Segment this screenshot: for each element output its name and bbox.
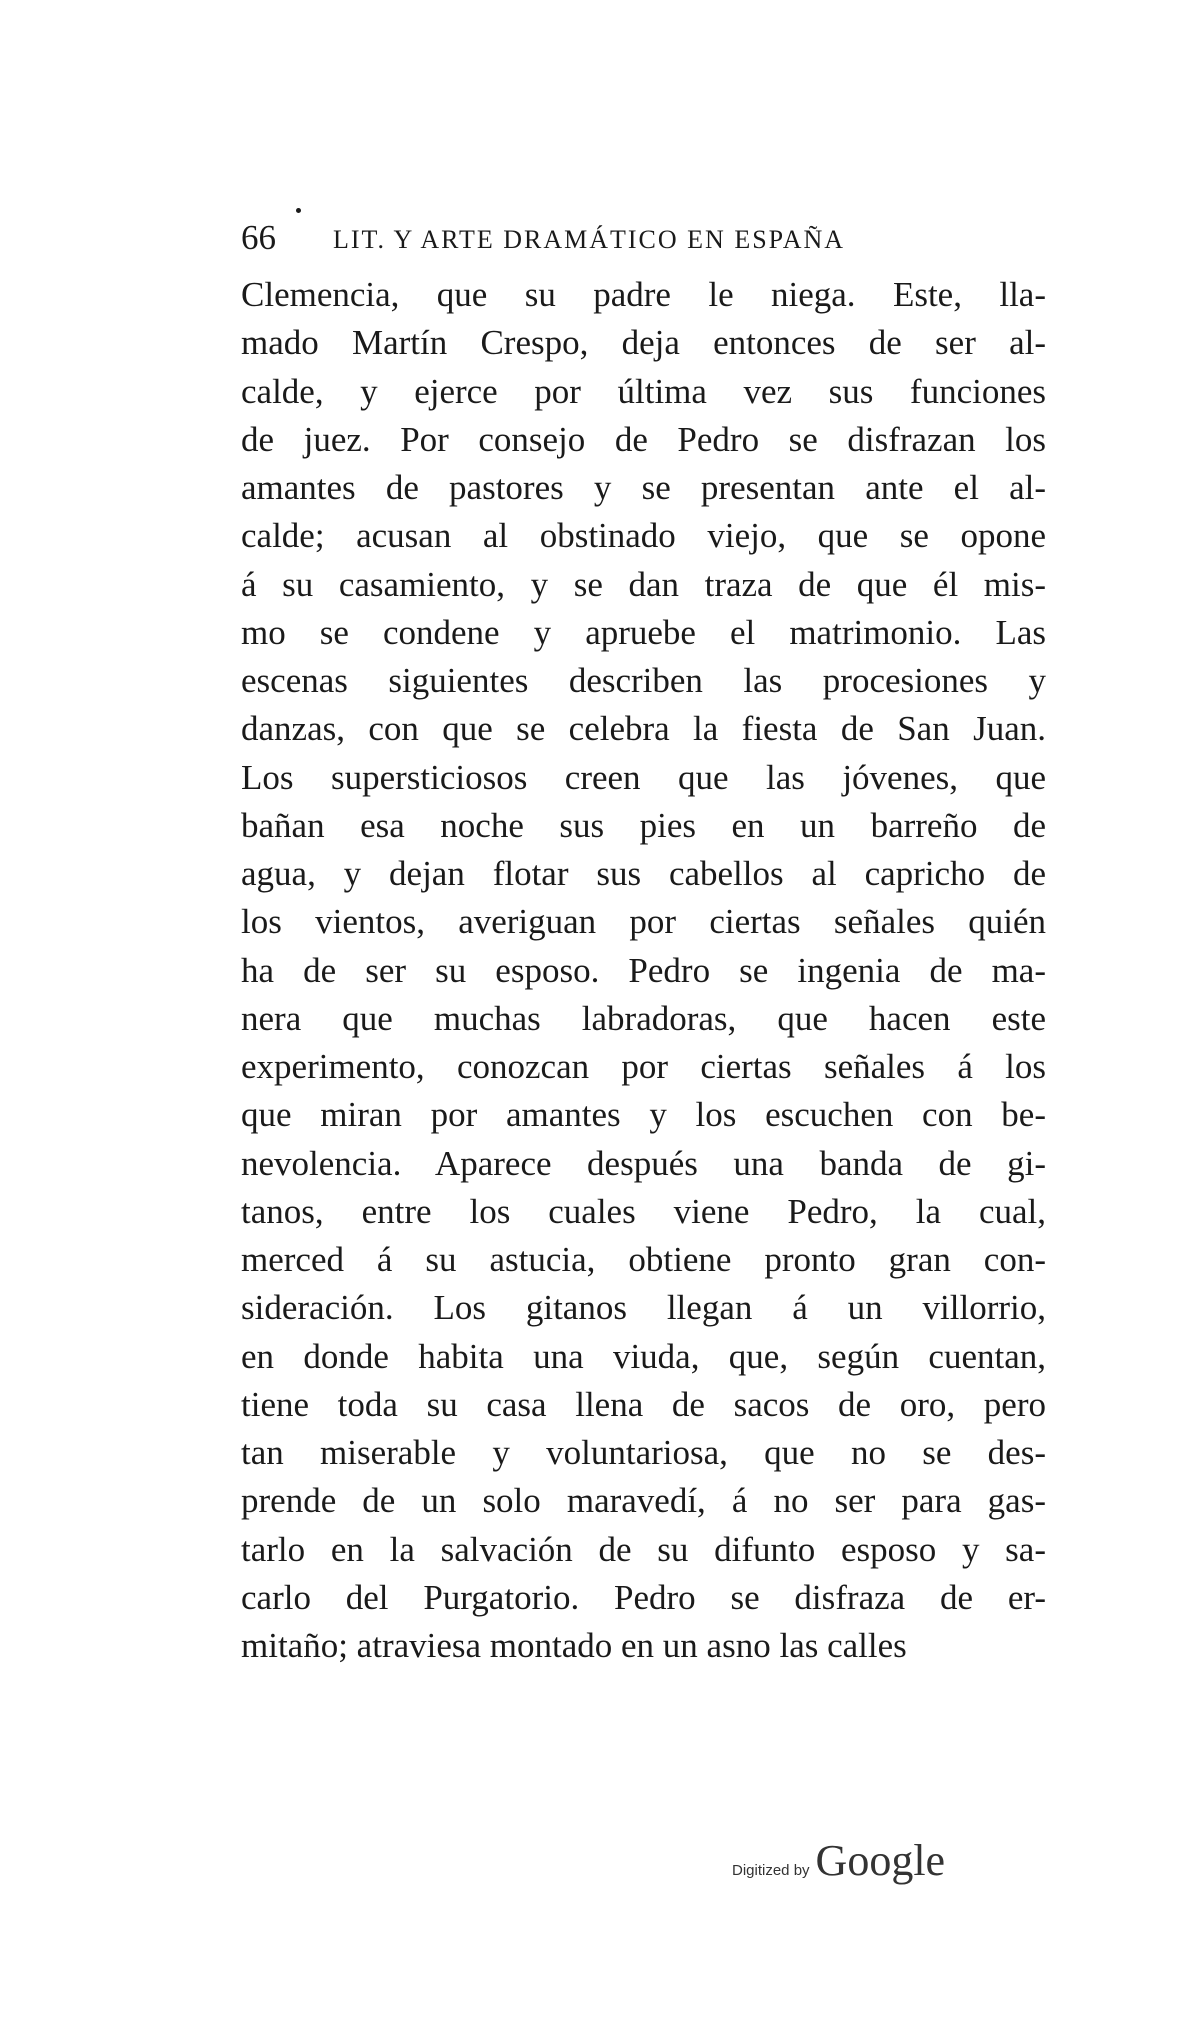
body-text [241,271,1046,1670]
running-title: LIT. Y ARTE DRAMÁTICO EN ESPAÑA [333,225,846,254]
text-line: agua, y dejan flotar sus cabellos al capricho de [241,854,1046,893]
text-line: mado Martín Crespo, deja entonces de ser al- [241,323,1046,363]
text-line: que miran por amantes y los escuchen con be- [241,1095,1046,1135]
text-line: mitaño; atraviesa montado en un asno las calles [241,1626,907,1665]
text-line: tiene toda su casa llena de sacos de oro, pero [241,1384,1046,1424]
page-header [241,214,1041,264]
text-line: tarlo en la salvación de su difunto esposo y sa- [241,1529,1046,1569]
text-line: mo se condene y apruebe el matrimonio. Las [241,612,1046,652]
text-line: nevolencia. Aparece después una banda de gi- [241,1143,1046,1183]
page-number: 66 [241,218,276,257]
digitized-by-watermark [732,1835,945,1886]
text-line: ha de ser su esposo. Pedro se ingenia de ma- [241,950,1046,990]
text-line: escenas siguientes describen las procesiones y [241,661,1046,700]
text-line: prende de un solo maravedí, á no ser para gas- [241,1481,1046,1521]
text-line: Los supersticiosos creen que las jóvenes, que [241,757,1046,797]
text-line: de juez. Por consejo de Pedro se disfrazan los [241,419,1046,459]
text-line: tanos, entre los cuales viene Pedro, la cual, [241,1191,1046,1231]
text-line: carlo del Purgatorio. Pedro se disfraza de er- [241,1577,1046,1617]
text-line: amantes de pastores y se presentan ante el al- [241,468,1046,507]
text-line: calde; acusan al obstinado viejo, que se opone [241,516,1046,556]
text-line: Clemencia, que su padre le niega. Este, lla- [241,275,1046,314]
google-logo: Google [815,1836,946,1885]
text-line: nera que muchas labradoras, que hacen este [241,998,1046,1038]
header-dot [296,208,301,213]
text-line: experimento, conozcan por ciertas señales á los [241,1047,1046,1086]
text-line: danzas, con que se celebra la fiesta de San Juan. [241,709,1046,749]
text-line: á su casamiento, y se dan traza de que él mis- [241,564,1046,604]
text-line: tan miserable y voluntariosa, que no se des- [241,1433,1046,1472]
text-line: en donde habita una viuda, que, según cuentan, [241,1336,1046,1376]
text-line: bañan esa noche sus pies en un barreño de [241,805,1046,845]
digitized-by-label: Digitized by [732,1862,810,1879]
text-line: calde, y ejerce por última vez sus funciones [241,371,1046,411]
text-line: los vientos, averiguan por ciertas señales quién [241,902,1046,942]
text-line: sideración. Los gitanos llegan á un villorrio, [241,1288,1046,1328]
text-line: merced á su astucia, obtiene pronto gran con- [241,1240,1046,1279]
